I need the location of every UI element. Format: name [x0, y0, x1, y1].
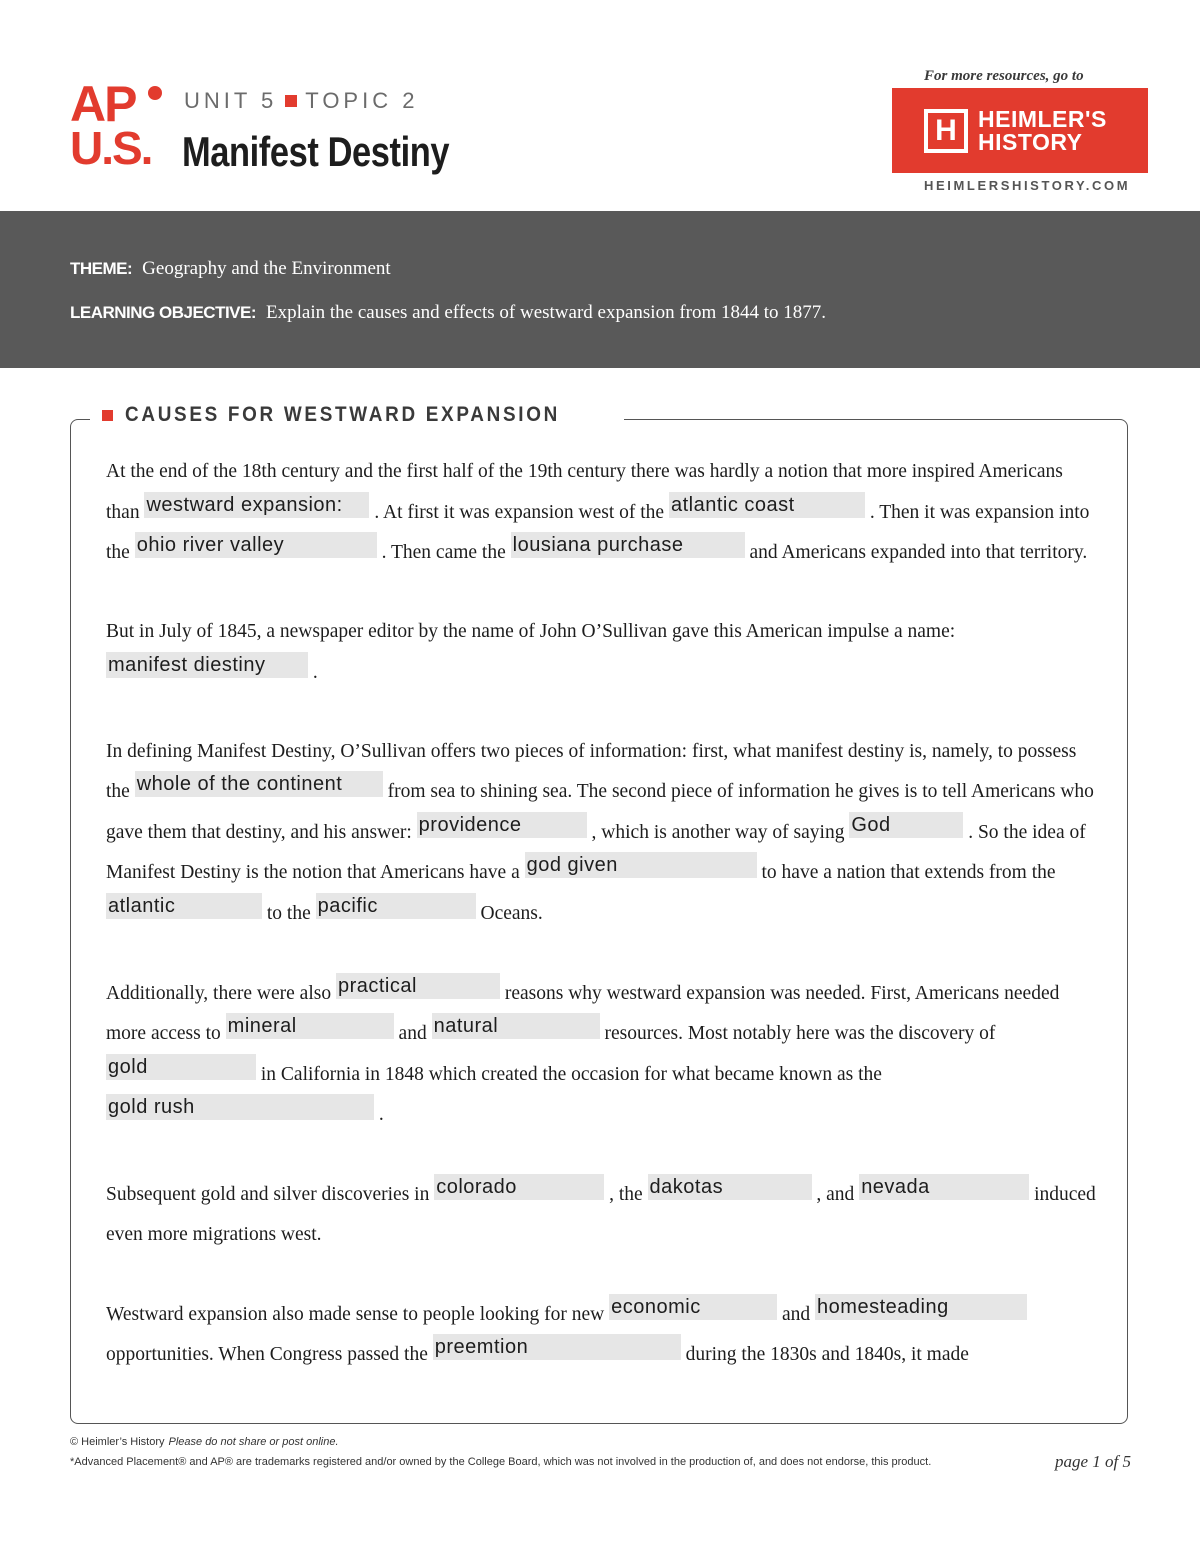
text: , the	[604, 1184, 648, 1205]
separator-square	[285, 95, 297, 107]
answer-blank[interactable]: gold rush	[106, 1094, 374, 1120]
answer-blank[interactable]: providence	[417, 812, 587, 838]
heading-square	[102, 410, 113, 421]
answer-blank[interactable]: natural	[432, 1013, 600, 1039]
answer-blank[interactable]: manifest diestiny	[106, 652, 308, 678]
footer-copyright	[70, 1436, 339, 1448]
text: and Americans expanded into that territory.	[744, 542, 1088, 563]
text: Additionally, there were also	[106, 982, 336, 1004]
paragraph-4	[106, 973, 1096, 1135]
answer-blank[interactable]: nevada	[859, 1174, 1029, 1200]
text: .	[374, 1104, 384, 1125]
answer-blank[interactable]: colorado	[434, 1174, 604, 1200]
text: in California in 1848 which created the occasion for what became known as the	[256, 1063, 882, 1085]
text: Oceans.	[475, 902, 543, 924]
text: . At first it was expansion west of the	[369, 501, 669, 523]
section-heading-text: CAUSES FOR WESTWARD EXPANSION	[125, 403, 560, 426]
paragraph-1	[106, 452, 1096, 573]
answer-blank[interactable]: god given	[525, 852, 757, 878]
text: Westward expansion also made sense to people looking for new	[106, 1303, 610, 1325]
section-heading	[90, 403, 624, 427]
brand-name	[978, 105, 1107, 155]
answer-blank[interactable]: dakotas	[648, 1174, 812, 1200]
text: . Then came the	[376, 542, 511, 563]
text: But in July of 1845, a newspaper editor by the name of John O’Sullivan gave this American impulse a name:	[106, 621, 956, 642]
answer-blank[interactable]: practical	[336, 973, 500, 999]
answer-blank[interactable]: God	[849, 812, 963, 838]
theme-value: Geography and the Environment	[142, 258, 391, 279]
answer-blank[interactable]: preemtion	[433, 1334, 681, 1360]
theme-row	[70, 258, 391, 280]
share-notice: Please do not share or post online.	[168, 1436, 339, 1448]
text: and	[393, 1023, 432, 1044]
text: from sea to shining sea. The second piece of information he gives is to tell Americans who gave them that destiny, and his answer:	[106, 781, 1094, 843]
heimlers-history-logo[interactable]	[892, 88, 1148, 173]
text: resources. Most notably here was the discovery of	[599, 1023, 996, 1044]
answer-blank[interactable]: economic	[609, 1294, 777, 1320]
theme-band	[0, 211, 1200, 368]
hh-mark-icon: H	[924, 109, 968, 153]
brand-line2: HISTORY	[978, 128, 1083, 155]
answer-blank[interactable]: whole of the continent	[135, 771, 383, 797]
text: . So the idea of Manifest Destiny is the notion that Americans have a	[106, 821, 1086, 883]
text: induced even more migrations west.	[106, 1184, 1096, 1245]
paragraph-6	[106, 1294, 1096, 1375]
brand-url[interactable]: HEIMLERSHISTORY.COM	[924, 178, 1131, 193]
footer-trademark: *Advanced Placement® and AP® are trademarks registered and/or owned by the College Board, which was not involved in the production of, and does not endorse, this product.	[70, 1456, 932, 1468]
answer-blank[interactable]: pacific	[316, 893, 476, 919]
logo-dot	[148, 86, 162, 100]
page-number: page 1 of 5	[1055, 1452, 1132, 1471]
promo-text: For more resources, go to	[924, 68, 1084, 84]
text: to have a nation that extends from the	[756, 862, 1056, 883]
answer-blank[interactable]: westward expansion:	[144, 492, 369, 518]
paragraph-3	[106, 732, 1096, 934]
logo-ap: AP	[70, 76, 136, 132]
ap-us-logo	[70, 76, 170, 174]
answer-blank[interactable]: atlantic	[106, 893, 262, 919]
text: opportunities. When Congress passed the	[106, 1344, 433, 1365]
logo-us: U.S.	[70, 122, 152, 174]
answer-blank[interactable]: atlantic coast	[669, 492, 865, 518]
brand-line1: HEIMLER'S	[978, 105, 1107, 132]
worksheet-body	[106, 452, 1096, 1414]
text: In defining Manifest Destiny, O’Sullivan offers two pieces of information: first, what manifest destiny is, namely, to possess the	[106, 740, 1077, 802]
unit-label: UNIT 5	[184, 88, 278, 113]
text: .	[308, 661, 318, 683]
paragraph-5	[106, 1174, 1096, 1254]
page-title: Manifest Destiny	[182, 128, 450, 175]
text: reasons why westward expansion was needed. First, Americans needed more access to	[106, 982, 1060, 1044]
text: to the	[262, 902, 316, 924]
text: , and	[811, 1184, 860, 1205]
unit-topic	[184, 88, 418, 114]
text: Subsequent gold and silver discoveries in	[106, 1184, 435, 1205]
theme-label: THEME:	[70, 259, 133, 278]
objective-label: LEARNING OBJECTIVE:	[70, 303, 257, 322]
text: , which is another way of saying	[586, 821, 850, 843]
answer-blank[interactable]: lousiana purchase	[511, 532, 745, 558]
topic-label: TOPIC 2	[305, 88, 419, 113]
answer-blank[interactable]: ohio river valley	[135, 532, 377, 558]
text: and	[777, 1303, 816, 1325]
paragraph-2	[106, 612, 1096, 692]
text: . Then it was expansion into the	[106, 501, 1090, 563]
objective-value: Explain the causes and effects of westward expansion from 1844 to 1877.	[266, 302, 827, 323]
text: during the 1830s and 1840s, it made	[680, 1344, 969, 1365]
answer-blank[interactable]: homesteading	[815, 1294, 1027, 1320]
answer-blank[interactable]: mineral	[226, 1013, 394, 1039]
objective-row	[70, 302, 826, 324]
text: At the end of the 18th century and the first half of the 19th century there was hardly a notion that more inspired Americans than	[106, 461, 1063, 523]
copyright: © Heimler’s History	[70, 1436, 165, 1448]
answer-blank[interactable]: gold	[106, 1054, 256, 1080]
